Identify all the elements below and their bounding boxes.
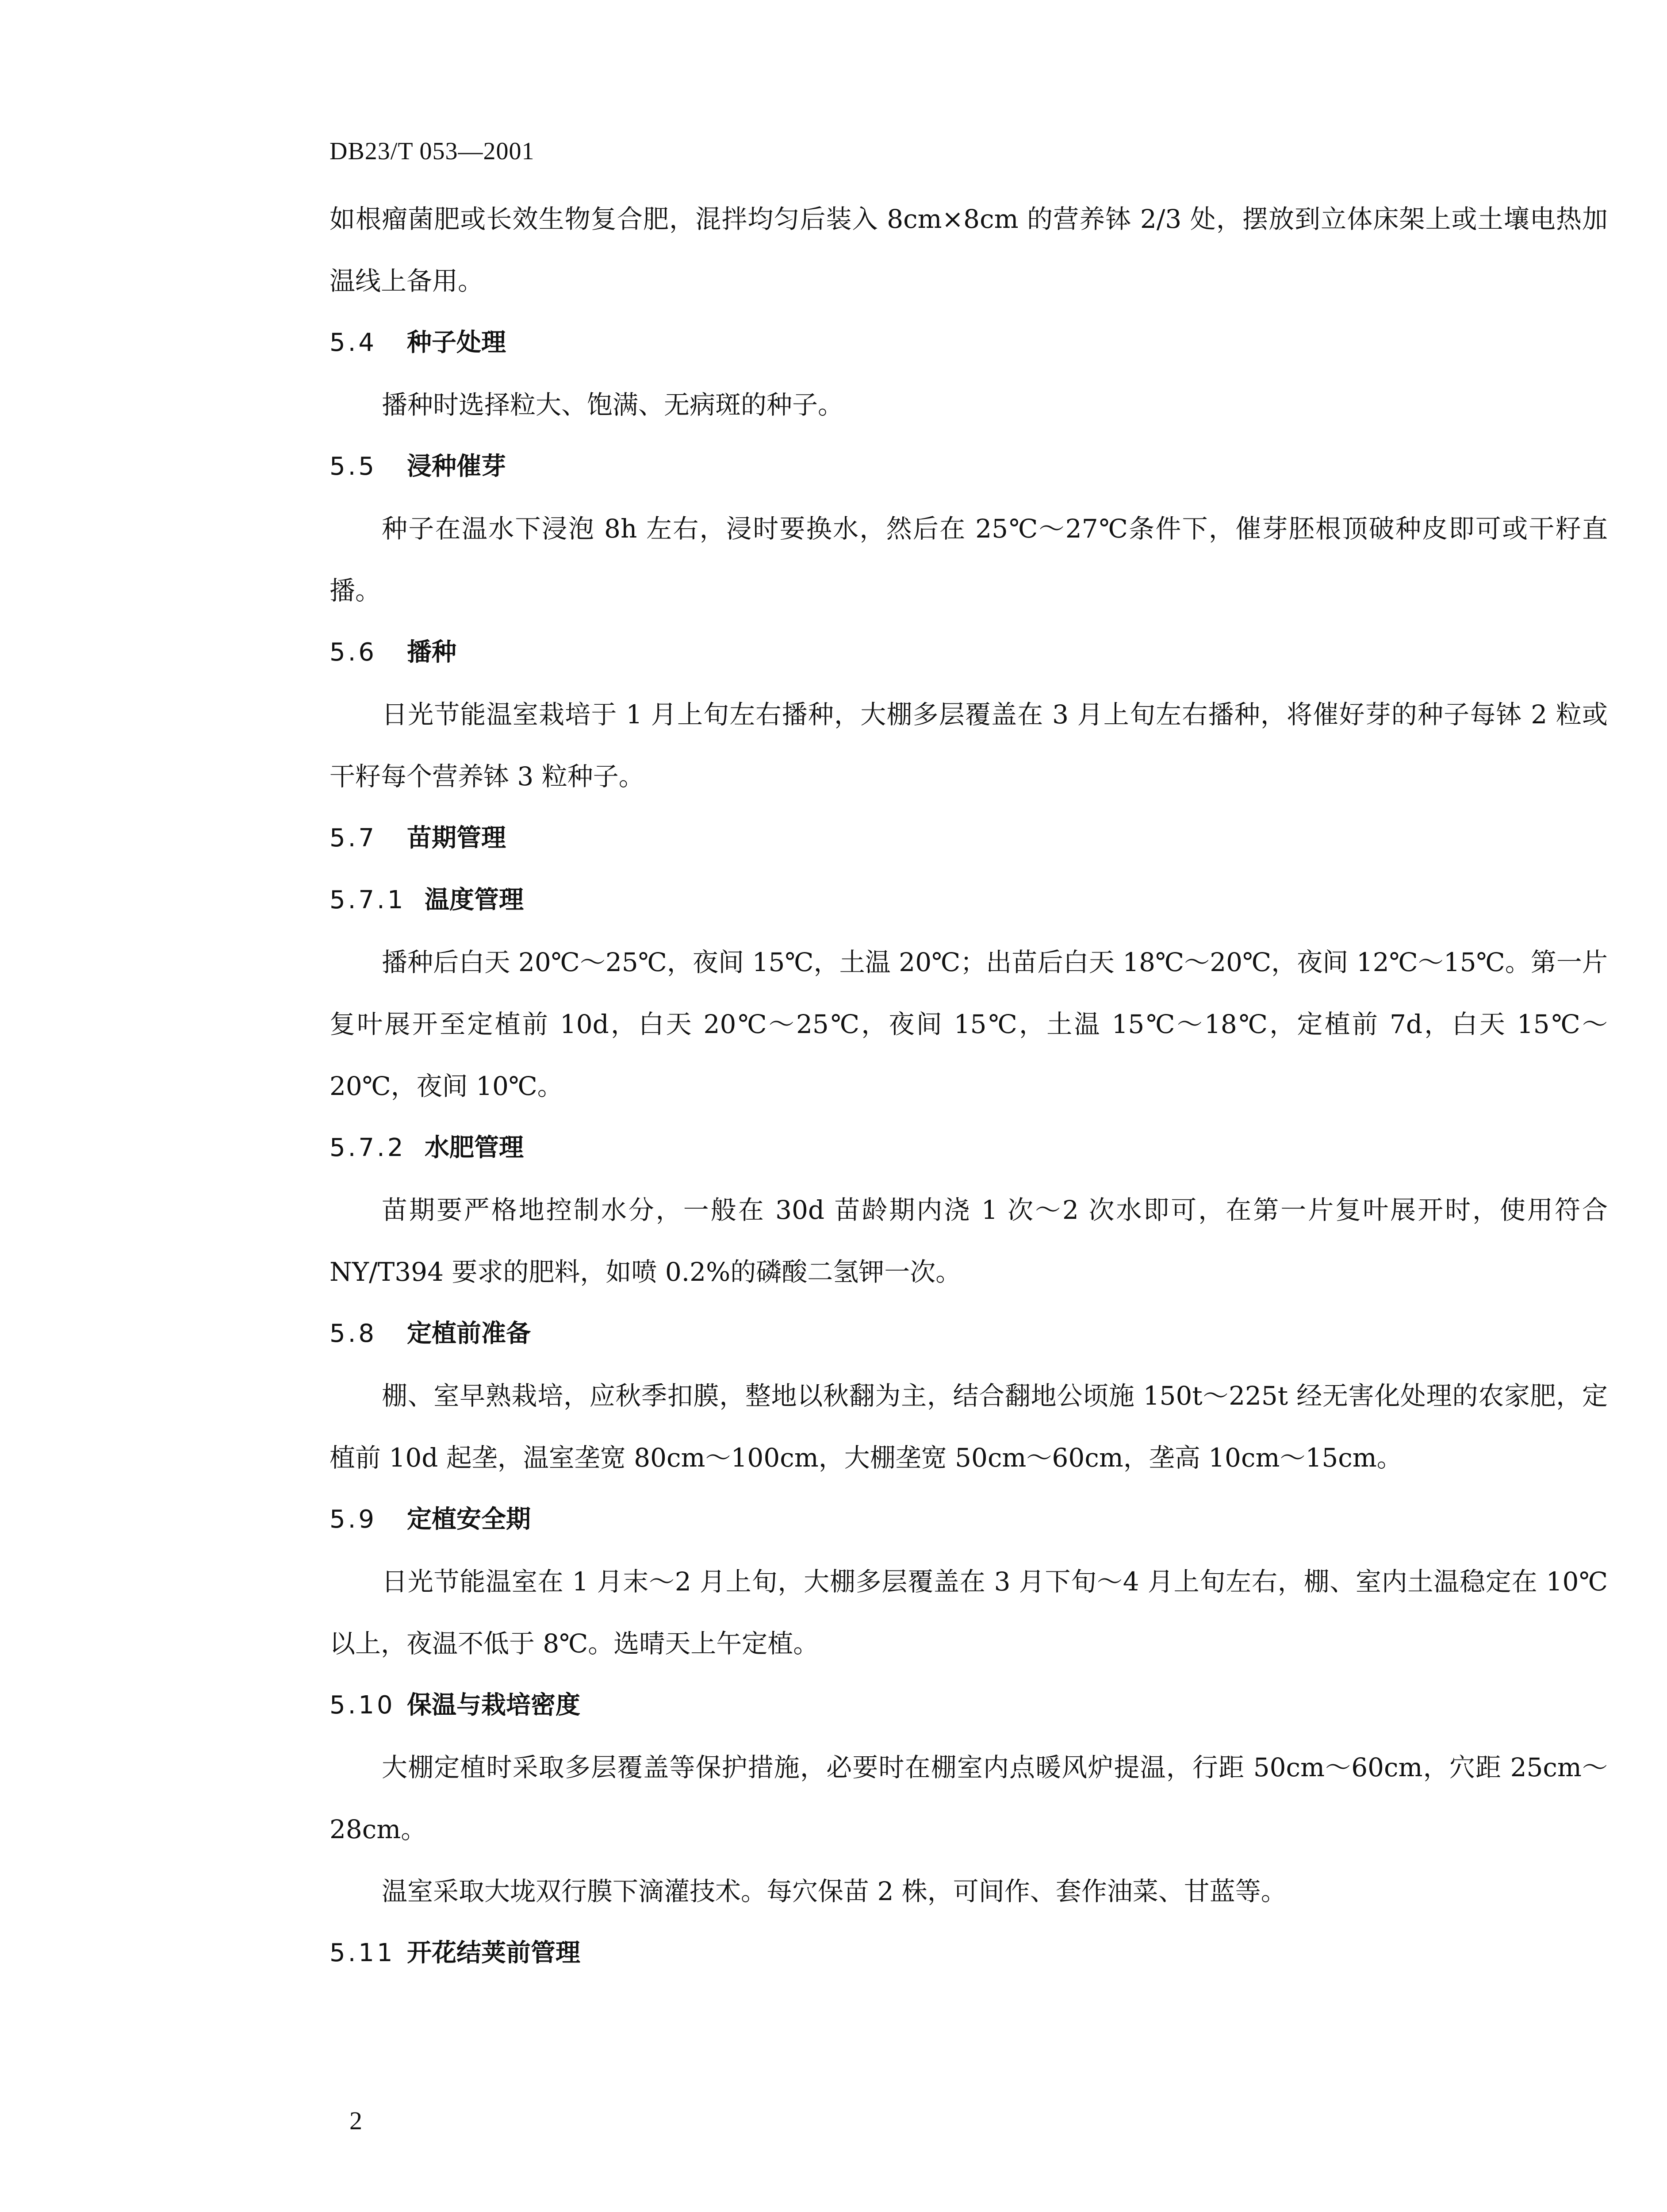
body-paragraph: 播种时选择粒大、饱满、无病斑的种子。 bbox=[382, 390, 844, 420]
section-heading bbox=[330, 807, 1608, 869]
section-title: 水肥管理 bbox=[425, 1133, 524, 1162]
section-title: 温度管理 bbox=[425, 886, 524, 914]
body-paragraph: 温室采取大垅双行膜下滴灌技术。每穴保苗 2 株，可间作、套作油菜、甘蓝等。 bbox=[382, 1876, 1287, 1906]
page-number: 2 bbox=[349, 2106, 362, 2135]
body-paragraph: 如根瘤菌肥或长效生物复合肥，混拌均匀后装入 8cm×8cm 的营养钵 2/3 处，摆放到立体床架上或土壤电热加温线上备用。 bbox=[330, 204, 1608, 296]
section-heading bbox=[330, 1922, 1608, 1984]
body-paragraph: 大棚定植时采取多层覆盖等保护措施，必要时在棚室内点暖风炉提温，行距 50cm～60cm，穴距 25cm～28cm。 bbox=[330, 1752, 1608, 1844]
body-paragraph: 播种后白天 20℃～25℃，夜间 15℃，土温 20℃；出苗后白天 18℃～20℃，夜间 12℃～15℃。第一片复叶展开至定植前 10d，白天 20℃～25℃，夜间 15℃，土温 15℃～18℃，定植前 7d，白天 15℃～20℃，夜间 10℃。 bbox=[330, 947, 1608, 1101]
body-paragraph: 苗期要严格地控制水分，一般在 30d 苗龄期内浇 1 次～2 次水即可，在第一片复叶展开时，使用符合 NY/T394 要求的肥料，如喷 0.2%的磷酸二氢钾一次。 bbox=[330, 1195, 1608, 1287]
section-title: 定植安全期 bbox=[407, 1505, 531, 1534]
section-title: 开花结荚前管理 bbox=[407, 1939, 580, 1967]
section-number: 5.7.2 bbox=[330, 1133, 406, 1162]
section-title: 浸种催芽 bbox=[407, 452, 506, 481]
body-paragraph: 种子在温水下浸泡 8h 左右，浸时要换水，然后在 25℃～27℃条件下，催芽胚根顶破种皮即可或干籽直播。 bbox=[330, 514, 1608, 606]
section-number: 5.5 bbox=[330, 452, 377, 481]
body-paragraph: 日光节能温室在 1 月末～2 月上旬，大棚多层覆盖在 3 月下旬～4 月上旬左右，棚、室内土温稳定在 10℃以上，夜温不低于 8℃。选晴天上午定植。 bbox=[330, 1567, 1608, 1659]
document-body bbox=[330, 188, 1608, 1984]
section-number: 5.8 bbox=[330, 1319, 377, 1348]
section-title: 保温与栽培密度 bbox=[407, 1691, 580, 1720]
section-heading bbox=[330, 1489, 1608, 1551]
section-title: 播种 bbox=[407, 638, 456, 667]
body-paragraph: 棚、室早熟栽培，应秋季扣膜，整地以秋翻为主，结合翻地公顷施 150t～225t 经无害化处理的农家肥，定植前 10d 起垄，温室垄宽 80cm～100cm，大棚垄宽 50cm～60cm，垄高 10cm～15cm。 bbox=[330, 1381, 1608, 1473]
section-number: 5.9 bbox=[330, 1505, 377, 1534]
section-heading bbox=[330, 312, 1608, 374]
section-heading bbox=[330, 1303, 1608, 1365]
section-heading bbox=[330, 1674, 1608, 1736]
section-heading bbox=[330, 622, 1608, 684]
section-title: 苗期管理 bbox=[407, 824, 506, 853]
section-number: 5.7 bbox=[330, 824, 377, 853]
section-number: 5.10 bbox=[330, 1691, 395, 1720]
section-number: 5.4 bbox=[330, 328, 377, 357]
standard-code-header: DB23/T 053—2001 bbox=[330, 138, 535, 165]
section-heading bbox=[330, 436, 1608, 498]
section-title: 定植前准备 bbox=[407, 1319, 531, 1348]
section-number: 5.6 bbox=[330, 638, 377, 667]
section-number: 5.11 bbox=[330, 1939, 395, 1967]
section-heading bbox=[330, 1117, 1608, 1179]
body-paragraph: 日光节能温室栽培于 1 月上旬左右播种，大棚多层覆盖在 3 月上旬左右播种，将催好芽的种子每钵 2 粒或干籽每个营养钵 3 粒种子。 bbox=[330, 699, 1608, 791]
section-title: 种子处理 bbox=[407, 328, 506, 357]
section-number: 5.7.1 bbox=[330, 886, 406, 914]
section-heading bbox=[330, 869, 1608, 931]
